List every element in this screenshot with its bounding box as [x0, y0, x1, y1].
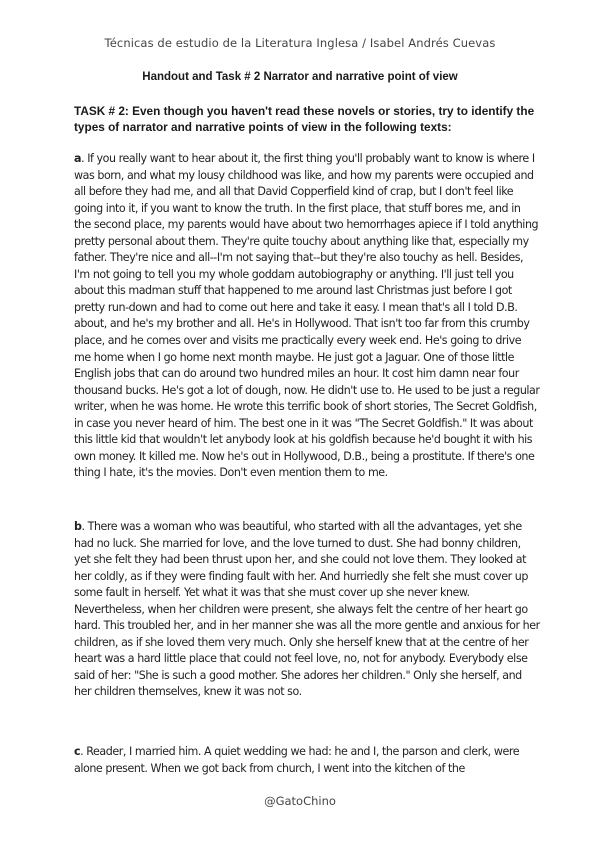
page-footer: @GatoChino — [264, 794, 336, 808]
passage-a — [74, 151, 540, 482]
passage-text: . If you really want to hear about it, the first thing you'll probably want to know is where I was born, and what my lousy childhood was like, and how my parents were occupied and all before they had me, and all that David Copperfield kind of crap, but I don't feel like going into it, if you want to know the truth. In the first place, that stuff bores me, and in the second place, my parents would have about two hemorrhages apiece if I told anything pretty personal about them. They're quite touchy about anything like that, especially my father. They're nice and all--I'm not saying that--but they're also touchy as hell. Besides, I'm not going to tell you my whole goddam autobiography or anything. I'll just tell you about this madman stuff that happened to me around last Christmas just before I got pretty run-down and had to come out here and take it easy. I mean that's all I told D.B. about, and he's my brother and all. He's in Hollywood. That isn't too far from this crumby place, and he comes over and visits me practically every week end. He's going to drive me home when I go home next month maybe. He just got a Jaguar. One of those little English jobs that can do around two hundred miles an hour. It cost him damn near four thousand bucks. He's got a lot of dough, now. He didn't use to. He used to be just a regular writer, when he was home. He wrote this terrific book of short stories, The Secret Goldfish, in case you never heard of him. The best one in it was "The Secret Goldfish." It was about this little kid that wouldn't let anybody look at his goldfish because he'd bought it with his own money. It killed me. Now he's out in Hollywood, D.B., being a prostitute. If there's one thing I hate, it's the movies. Don't even mention them to me. — [74, 152, 540, 480]
passage-b — [74, 519, 540, 701]
passage-text: . Reader, I married him. A quiet wedding we had: he and I, the parson and clerk, were alone present. When we got back from church, I went into the kitchen of the — [74, 745, 520, 775]
task-instructions: TASK # 2: Even though you haven't read these novels or stories, try to identify the types of narrator and narrative points of view in the following texts: — [74, 104, 535, 134]
passage-label: a — [74, 152, 82, 165]
passage-label: c — [74, 745, 81, 758]
handout-title: Handout and Task # 2 Narrator and narrative point of view — [142, 71, 458, 83]
passage-c — [74, 744, 540, 777]
passage-label: b — [74, 520, 82, 533]
passage-text: . There was a woman who was beautiful, who started with all the advantages, yet she had no luck. She married for love, and the love turned to dust. She had bonny children, yet she felt they had been thrust upon her, and she could not love them. They looked at her coldly, as if they were finding fault with her. And hurriedly she felt she must cover up some fault in herself. Yet what it was that she must cover up she never knew. Nevertheless, when her children were present, she always felt the centre of her heart go hard. This troubled her, and in her manner she was all the more gentle and anxious for her children, as if she loved them very much. Only she herself knew that at the centre of her heart was a hard little place that could not feel love, no, not for anybody. Everybody else said of her: "She is such a good mother. She adores her children." Only she herself, and her children themselves, knew it was not so. — [74, 520, 540, 699]
page-header: Técnicas de estudio de la Literatura Inglesa / Isabel Andrés Cuevas — [104, 36, 496, 50]
